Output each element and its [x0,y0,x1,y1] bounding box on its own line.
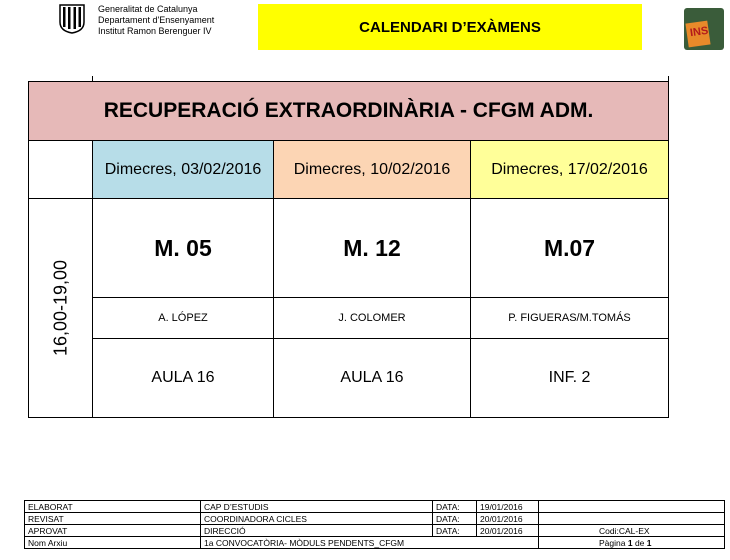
schedule-title: RECUPERACIÓ EXTRAORDINÀRIA - CFGM ADM. [29,82,669,141]
control-value: CAP D’ESTUDIS [201,501,433,513]
table-row [25,525,725,537]
exam-date-1: Dimecres, 03/02/2016 [93,141,274,199]
page-of: de [634,537,645,548]
control-date: 19/01/2016 [477,501,539,513]
control-date: 20/01/2016 [477,525,539,537]
exam-room-1: AULA 16 [93,339,274,418]
table-row [25,537,725,549]
control-label: APROVAT [25,525,201,537]
exam-module-1: M. 05 [93,199,274,298]
org-line: Generalitat de Catalunya [98,4,198,14]
school-badge [684,8,724,50]
empty-corner-cell [29,141,93,199]
org-line: Institut Ramon Berenguer IV [98,26,212,36]
control-date: 20/01/2016 [477,513,539,525]
exam-module-2: M. 12 [274,199,471,298]
exam-schedule-table [28,81,669,418]
page-total: 1 [646,537,652,548]
control-value: DIRECCIÓ [201,525,433,537]
table-row [25,501,725,513]
exam-module-3: M.07 [471,199,669,298]
time-slot: 16,00-19,00 [50,259,70,357]
generalitat-logo [58,4,86,34]
exam-room-2: AULA 16 [274,339,471,418]
control-label: ELABORAT [25,501,201,513]
exam-teacher-1: A. LÓPEZ [93,298,274,339]
page-current: 1 [627,537,633,548]
exam-teacher-2: J. COLOMER [274,298,471,339]
date-label: DATA: [433,513,477,525]
document-code: Codi:CAL-EX [539,525,725,537]
table-row [25,513,725,525]
document-control-table [24,500,725,549]
file-name-label: Nom Arxiu [25,537,201,549]
control-label: REVISAT [25,513,201,525]
control-extra [539,513,725,525]
file-name: 1a CONVOCATÒRIA- MÒDULS PENDENTS_CFGM [201,537,539,549]
organization-block [98,4,214,37]
date-label: DATA: [433,525,477,537]
exam-room-3: INF. 2 [471,339,669,418]
date-label: DATA: [433,501,477,513]
control-extra [539,501,725,513]
exam-date-3: Dimecres, 17/02/2016 [471,141,669,199]
badge-text: INS [689,24,710,40]
document-title: CALENDARI D’EXÀMENS [258,4,642,50]
control-value: COORDINADORA CICLES [201,513,433,525]
page-word: Pàgina [599,537,626,548]
org-line: Departament d'Ensenyament [98,15,215,25]
exam-date-2: Dimecres, 10/02/2016 [274,141,471,199]
exam-teacher-3: P. FIGUERAS/M.TOMÁS [471,298,669,339]
page-number [539,537,725,549]
time-slot-cell [29,199,93,418]
